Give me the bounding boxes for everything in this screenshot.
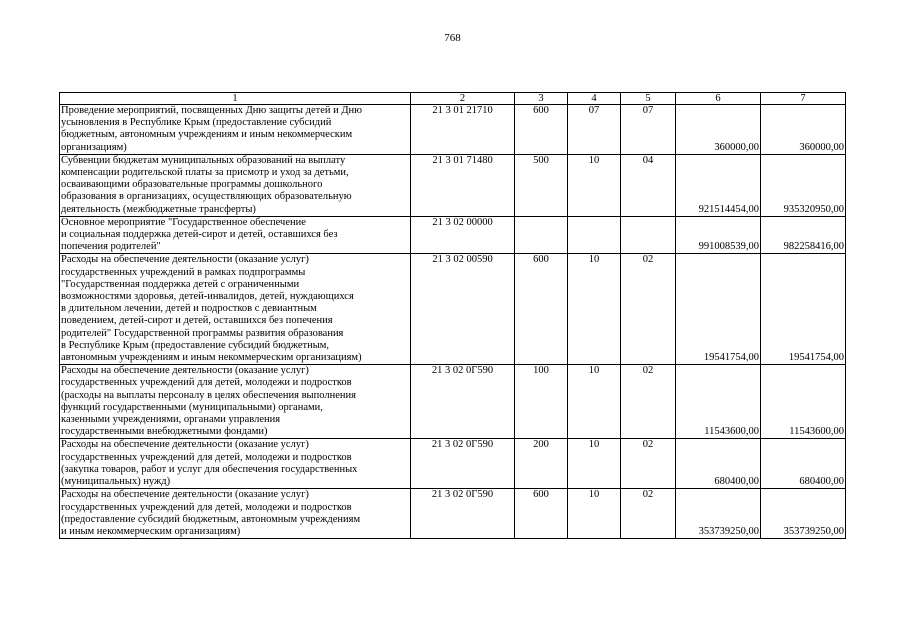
table-row [60, 365, 846, 439]
description-line: Расходы на обеспечение деятельности (оказание услуг) [61, 254, 309, 266]
header-col-6: 6 [676, 93, 761, 105]
cell-description [60, 105, 411, 155]
description-line: (муниципальных) нужд) [61, 476, 171, 488]
description-line: и социальная поддержка детей-сирот и детей, оставшихся без [61, 229, 338, 241]
description-line: в Республике Крым (предоставление субсидий бюджетным, [61, 339, 330, 351]
description-line: и иным некоммерческим организациям) [61, 525, 241, 537]
header-col-2: 2 [411, 93, 515, 105]
table-row [60, 216, 846, 254]
cell-target-code: 21 3 02 00000 [411, 216, 515, 254]
cell-expense-group: 500 [515, 154, 568, 216]
table-row [60, 105, 846, 155]
description-line: автономным учреждениям и иным некоммерческим организациям) [61, 352, 362, 364]
description-line: попечения родителей" [61, 241, 161, 253]
description-line: государственных учреждений в рамках подпрограммы [61, 266, 306, 278]
description-line: поведением, детей-сирот и детей, оставшихся без попечения [61, 315, 333, 327]
description-line: функций государственными (муниципальными) органами, [61, 401, 323, 413]
cell-amount-year2: 360000,00 [761, 105, 846, 155]
description-line: государственных учреждений для детей, молодежи и подростков [61, 377, 352, 389]
header-col-5: 5 [621, 93, 676, 105]
header-col-4: 4 [568, 93, 621, 105]
cell-expense-group [515, 216, 568, 254]
cell-amount-year1: 360000,00 [676, 105, 761, 155]
description-line: возможностями здоровья, детей-инвалидов, детей, нуждающихся [61, 291, 354, 303]
description-line: компенсации родительской платы за присмотр и уход за детьми, [61, 167, 349, 179]
cell-section: 10 [568, 365, 621, 439]
table-row [60, 254, 846, 365]
cell-amount-year2: 982258416,00 [761, 216, 846, 254]
cell-target-code: 21 3 02 0Г590 [411, 365, 515, 439]
budget-table [59, 92, 846, 539]
cell-amount-year1: 353739250,00 [676, 489, 761, 539]
cell-amount-year1: 991008539,00 [676, 216, 761, 254]
description-line: (закупка товаров, работ и услуг для обеспечения государственных [61, 463, 358, 475]
description-line: Расходы на обеспечение деятельности (оказание услуг) [61, 439, 309, 451]
header-col-7: 7 [761, 93, 846, 105]
table-body [60, 105, 846, 539]
cell-subsection: 02 [621, 439, 676, 489]
table-row [60, 439, 846, 489]
cell-description [60, 489, 411, 539]
cell-description [60, 365, 411, 439]
page-number: 768 [444, 32, 461, 44]
cell-description [60, 439, 411, 489]
cell-expense-group: 100 [515, 365, 568, 439]
description-line: осваивающими образовательные программы дошкольного [61, 179, 323, 191]
description-line: (расходы на выплаты персоналу в целях обеспечения выполнения [61, 389, 356, 401]
cell-subsection: 07 [621, 105, 676, 155]
description-line: "Государственная поддержка детей с ограниченными [61, 278, 300, 290]
cell-description [60, 254, 411, 365]
cell-amount-year1: 921514454,00 [676, 154, 761, 216]
header-col-3: 3 [515, 93, 568, 105]
cell-target-code: 21 3 01 71480 [411, 154, 515, 216]
description-line: деятельность (межбюджетные трансферты) [61, 203, 256, 215]
cell-subsection [621, 216, 676, 254]
description-line: усыновления в Республике Крым (предоставление субсидий [61, 117, 332, 129]
cell-section: 10 [568, 489, 621, 539]
cell-amount-year2: 935320950,00 [761, 154, 846, 216]
description-line: Субвенции бюджетам муниципальных образований на выплату [61, 154, 346, 166]
cell-expense-group: 600 [515, 489, 568, 539]
description-line: казенными учреждениями, органами управления [61, 414, 281, 426]
cell-expense-group: 600 [515, 254, 568, 365]
cell-subsection: 02 [621, 489, 676, 539]
table-row [60, 489, 846, 539]
cell-amount-year1: 11543600,00 [676, 365, 761, 439]
cell-description [60, 154, 411, 216]
description-line: Основное мероприятие "Государственное обеспечение [61, 216, 306, 228]
cell-amount-year2: 11543600,00 [761, 365, 846, 439]
cell-amount-year2: 353739250,00 [761, 489, 846, 539]
cell-section: 10 [568, 154, 621, 216]
cell-description [60, 216, 411, 254]
cell-subsection: 04 [621, 154, 676, 216]
cell-section: 07 [568, 105, 621, 155]
cell-target-code: 21 3 01 21710 [411, 105, 515, 155]
cell-amount-year2: 19541754,00 [761, 254, 846, 365]
description-line: образования в организациях, осуществляющих образовательную [61, 191, 352, 203]
cell-target-code: 21 3 02 0Г590 [411, 489, 515, 539]
header-row [60, 93, 846, 105]
cell-section: 10 [568, 254, 621, 365]
description-line: Проведение мероприятий, посвященных Дню защиты детей и Дню [61, 105, 362, 116]
description-line: государственными внебюджетными фондами) [61, 426, 268, 438]
description-line: организациям) [61, 141, 127, 153]
description-line: (предоставление субсидий бюджетным, автономным учреждениям [61, 513, 361, 525]
description-line: Расходы на обеспечение деятельности (оказание услуг) [61, 489, 309, 501]
description-line: государственных учреждений для детей, молодежи и подростков [61, 501, 352, 513]
table-row [60, 154, 846, 216]
description-line: Расходы на обеспечение деятельности (оказание услуг) [61, 365, 309, 377]
cell-section [568, 216, 621, 254]
cell-target-code: 21 3 02 00590 [411, 254, 515, 365]
cell-subsection: 02 [621, 365, 676, 439]
cell-target-code: 21 3 02 0Г590 [411, 439, 515, 489]
description-line: в длительном лечении, детей и подростков с девиантным [61, 303, 317, 315]
description-line: родителей" Государственной программы развития образования [61, 327, 344, 339]
cell-expense-group: 200 [515, 439, 568, 489]
description-line: бюджетным, автономным учреждениям и иным некоммерческим [61, 129, 353, 141]
cell-expense-group: 600 [515, 105, 568, 155]
cell-amount-year1: 680400,00 [676, 439, 761, 489]
cell-amount-year2: 680400,00 [761, 439, 846, 489]
description-line: государственных учреждений для детей, молодежи и подростков [61, 451, 352, 463]
cell-amount-year1: 19541754,00 [676, 254, 761, 365]
cell-subsection: 02 [621, 254, 676, 365]
cell-section: 10 [568, 439, 621, 489]
header-col-1: 1 [60, 93, 411, 105]
